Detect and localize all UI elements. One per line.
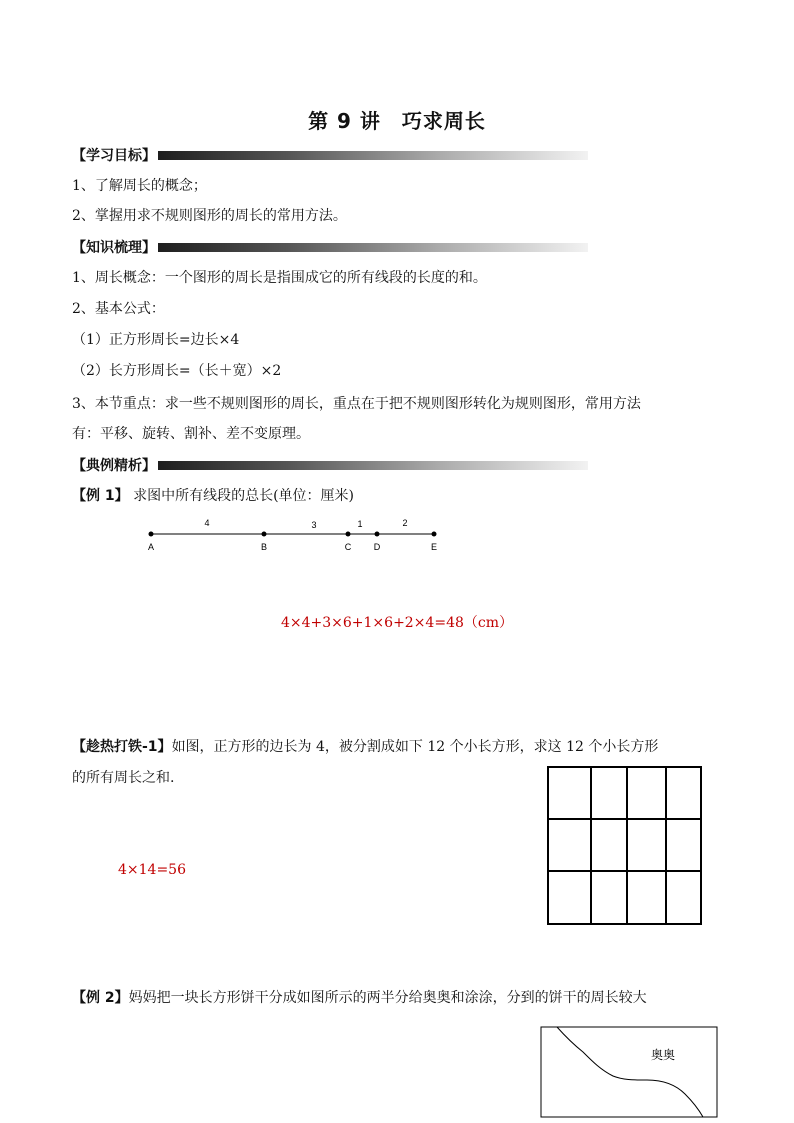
knowledge-item: 2、基本公式： <box>72 301 165 317</box>
knowledge-item: （1）正方形周长=边长×4 <box>72 332 240 348</box>
biscuit-figure <box>535 1022 725 1120</box>
biscuit-outline <box>541 1027 717 1117</box>
point-label-b: B <box>260 542 268 552</box>
point-dot <box>262 532 267 537</box>
practice1-label: 【趁热打铁-1】 <box>72 739 172 755</box>
point-label-a: A <box>147 542 155 552</box>
knowledge-item: 有：平移、旋转、割补、差不变原理。 <box>72 426 310 442</box>
practice1-question-cont: 的所有周长之和. <box>72 770 175 786</box>
section-label: 【知识梳理】 <box>72 240 156 256</box>
segment-figure <box>0 510 794 560</box>
point-label-e: E <box>430 542 438 552</box>
section-label: 【典例精析】 <box>72 458 156 474</box>
point-dot <box>375 532 380 537</box>
cut-line <box>557 1027 703 1117</box>
segment-length-bc: 3 <box>311 520 317 530</box>
knowledge-item: 1、周长概念：一个图形的周长是指围成它的所有线段的长度的和。 <box>72 270 487 286</box>
segment-length-cd: 1 <box>357 519 363 529</box>
example2-question <box>72 988 647 1008</box>
figure-label-aoao: 奥奥 <box>651 1048 676 1062</box>
point-label-d: D <box>373 542 381 552</box>
segment-length-de: 2 <box>402 518 408 528</box>
square-outline <box>548 767 701 924</box>
point-dot <box>149 532 154 537</box>
practice1-answer: 4×14=56 <box>118 862 186 878</box>
practice1-question <box>72 737 658 757</box>
point-dot <box>346 532 351 537</box>
knowledge-item: （2）长方形周长=（长＋宽）×2 <box>72 363 282 379</box>
point-dot <box>432 532 437 537</box>
goal-item: 1、了解周长的概念； <box>72 178 207 194</box>
practice1-text: 如图，正方形的边长为 4，被分割成如下 12 个小长方形，求这 12 个小长方形 <box>171 739 659 755</box>
square-grid-figure <box>540 760 710 930</box>
section-bar <box>158 151 588 160</box>
section-header-goals <box>72 145 588 165</box>
section-label: 【学习目标】 <box>72 148 156 164</box>
segment-length-ab: 4 <box>204 518 210 528</box>
section-header-examples <box>72 455 588 475</box>
example1-question <box>72 486 354 506</box>
knowledge-item: 3、本节重点：求一些不规则图形的周长，重点在于把不规则图形转化为规则图形，常用方法 <box>72 396 641 412</box>
example1-answer: 4×4+3×6+1×6+2×4=48（cm） <box>280 615 514 631</box>
example1-label: 【例 1】 <box>72 488 129 504</box>
section-header-knowledge <box>72 237 588 257</box>
point-label-c: C <box>344 542 352 552</box>
section-bar <box>158 461 588 470</box>
goal-item: 2、掌握用求不规则图形的周长的常用方法。 <box>72 208 347 224</box>
example2-text: 妈妈把一块长方形饼干分成如图所示的两半分给奥奥和涂涂，分到的饼干的周长较大 <box>128 990 647 1006</box>
section-bar <box>158 243 588 252</box>
example2-label: 【例 2】 <box>72 990 129 1006</box>
example1-text: 求图中所有线段的总长(单位：厘米) <box>128 488 354 504</box>
page-title: 第 9 讲 巧求周长 <box>308 109 486 133</box>
